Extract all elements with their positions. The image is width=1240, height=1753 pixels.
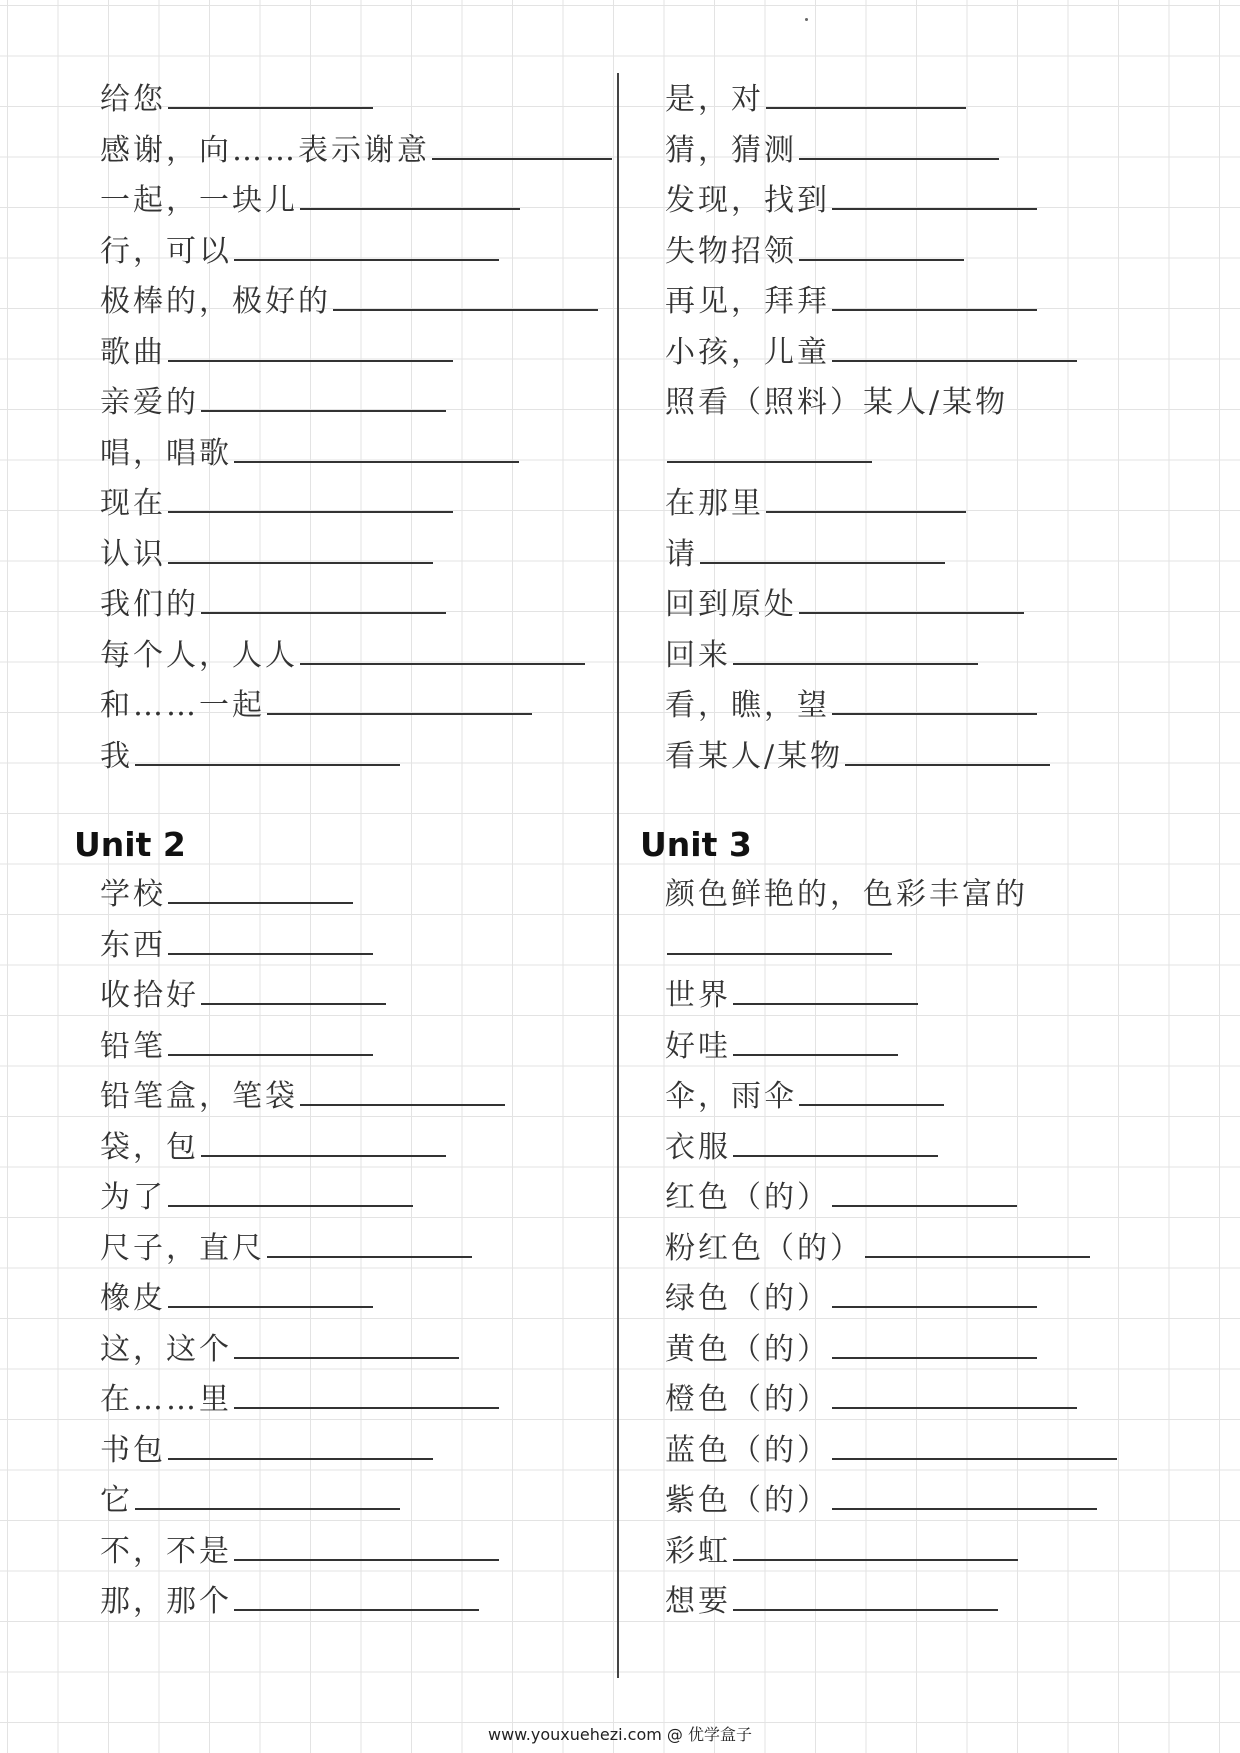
answer-blank[interactable] (201, 1137, 446, 1157)
vocab-item (665, 636, 978, 676)
vocab-item (665, 875, 1028, 915)
vocab-item (100, 1128, 446, 1168)
vocab-word: 照看（照料）某人/某物 (665, 385, 1009, 420)
vocab-item (100, 976, 386, 1016)
vocab-item (665, 1481, 1097, 1521)
answer-blank[interactable] (135, 1490, 400, 1510)
footer-watermark: www.youxuehezi.com @ 优学盒子 (488, 1725, 752, 1744)
vocab-word: 世界 (665, 978, 731, 1013)
answer-blank[interactable] (832, 1389, 1077, 1409)
vocab-word: 我们的 (100, 587, 199, 622)
vocab-item (100, 1481, 400, 1521)
vocab-item (100, 1380, 499, 1420)
vocab-item (100, 484, 453, 524)
vocab-word: 猜，猜测 (665, 132, 797, 168)
answer-blank[interactable] (733, 985, 918, 1005)
vocab-item (100, 1582, 479, 1622)
vocab-item (100, 434, 519, 474)
vocab-word: 每个人，人人 (100, 637, 298, 673)
vocab-word: 铅笔 (100, 1028, 166, 1064)
answer-blank[interactable] (832, 190, 1037, 210)
vocab-item (665, 131, 999, 171)
vocab-word: 给您 (100, 82, 166, 117)
vocab-item (665, 1582, 998, 1622)
vocab-word: 书包 (100, 1432, 166, 1468)
vocab-word: 再见，拜拜 (665, 284, 830, 319)
vocab-item (100, 1279, 373, 1319)
answer-blank[interactable] (300, 1086, 505, 1106)
answer-blank[interactable] (832, 1440, 1117, 1460)
vocab-item (100, 636, 585, 676)
vocab-word: 行，可以 (100, 233, 232, 269)
vocab-item (100, 1027, 373, 1067)
vocab-word: 不，不是 (100, 1533, 232, 1569)
vocab-item (665, 1532, 1018, 1572)
vocab-word: 发现，找到 (665, 183, 830, 218)
vocab-word: 东西 (100, 927, 166, 963)
answer-blank[interactable] (168, 1440, 433, 1460)
answer-blank[interactable] (432, 140, 612, 160)
vocab-word: 感谢，向……表示谢意 (100, 132, 430, 168)
vocab-item (665, 484, 966, 524)
answer-blank[interactable] (168, 89, 373, 109)
vocab-word: 橡皮 (100, 1281, 166, 1316)
vocab-word: 一起，一块儿 (100, 183, 298, 218)
answer-blank[interactable] (234, 1591, 479, 1611)
vocab-word: 请 (665, 536, 698, 572)
vocab-item (665, 1027, 898, 1067)
answer-blank[interactable] (799, 594, 1024, 614)
vocab-item (665, 1431, 1117, 1471)
vocab-word: 收拾好 (100, 978, 199, 1013)
vocab-word: 紫色（的） (665, 1483, 830, 1518)
vocab-item (100, 1532, 499, 1572)
answer-blank[interactable] (267, 695, 532, 715)
vocab-word: 回来 (665, 637, 731, 673)
vocab-item (665, 585, 1024, 625)
vocab-item (665, 1178, 1017, 1218)
answer-blank[interactable] (733, 645, 978, 665)
vocab-word: 现在 (100, 486, 166, 521)
vocab-item (665, 181, 1037, 221)
vocab-word: 绿色（的） (665, 1281, 830, 1316)
answer-blank[interactable] (799, 1086, 944, 1106)
vocab-item (665, 1380, 1077, 1420)
vocab-word: 是，对 (665, 82, 764, 117)
vocab-item (100, 1178, 413, 1218)
answer-blank[interactable] (234, 1339, 459, 1359)
answer-blank[interactable] (832, 1339, 1037, 1359)
vocab-item (100, 1229, 472, 1269)
answer-blank[interactable] (832, 291, 1037, 311)
vocab-item (665, 282, 1037, 322)
vocab-word: 铅笔盒，笔袋 (100, 1079, 298, 1114)
vocab-item (665, 333, 1077, 373)
vocab-word: 为了 (100, 1180, 166, 1215)
vocab-item (665, 976, 918, 1016)
vocab-word: 黄色（的） (665, 1331, 830, 1367)
answer-blank[interactable] (667, 443, 872, 463)
answer-blank[interactable] (799, 140, 999, 160)
answer-blank[interactable] (168, 1187, 413, 1207)
answer-blank[interactable] (168, 1288, 373, 1308)
vocab-item (100, 875, 353, 915)
answer-blank[interactable] (333, 291, 598, 311)
vocab-item (100, 282, 598, 322)
answer-blank[interactable] (832, 342, 1077, 362)
answer-blank[interactable] (667, 935, 892, 955)
vocab-word: 想要 (665, 1584, 731, 1619)
vocab-word: 尺子，直尺 (100, 1230, 265, 1266)
answer-blank[interactable] (234, 1389, 499, 1409)
answer-blank[interactable] (733, 1137, 938, 1157)
vocab-item (665, 434, 872, 474)
answer-blank[interactable] (168, 342, 453, 362)
vocab-word: 橙色（的） (665, 1382, 830, 1417)
answer-blank[interactable] (168, 884, 353, 904)
vocab-word: 红色（的） (665, 1180, 830, 1215)
unit-3-heading: Unit 3 (640, 825, 752, 864)
vocab-word: 在那里 (665, 486, 764, 521)
answer-blank[interactable] (845, 746, 1050, 766)
vocab-word: 回到原处 (665, 587, 797, 622)
vocab-item (100, 926, 373, 966)
vocab-word: 极棒的，极好的 (100, 284, 331, 319)
answer-blank[interactable] (300, 645, 585, 665)
vocab-item (665, 1279, 1037, 1319)
vocab-word: 失物招领 (665, 233, 797, 269)
vocab-word: 歌曲 (100, 334, 166, 370)
vocab-item (100, 585, 446, 625)
answer-blank[interactable] (267, 1238, 472, 1258)
vocab-item (100, 232, 499, 272)
vocab-item (100, 1431, 433, 1471)
vocab-word: 彩虹 (665, 1533, 731, 1569)
vocab-word: 和……一起 (100, 688, 265, 723)
vocab-item (665, 926, 892, 966)
answer-blank[interactable] (201, 594, 446, 614)
column-divider (617, 73, 619, 1678)
vocab-word: 它 (100, 1483, 133, 1518)
answer-blank[interactable] (766, 493, 966, 513)
vocab-item (665, 1077, 944, 1117)
speck-mark (805, 18, 808, 21)
vocab-item (100, 383, 446, 423)
vocab-item (100, 1077, 505, 1117)
vocab-word: 袋，包 (100, 1129, 199, 1165)
answer-blank[interactable] (168, 544, 433, 564)
answer-blank[interactable] (766, 89, 966, 109)
vocab-item (665, 737, 1050, 777)
vocab-item (100, 333, 453, 373)
answer-blank[interactable] (201, 985, 386, 1005)
vocab-word: 唱，唱歌 (100, 435, 232, 471)
answer-blank[interactable] (733, 1541, 1018, 1561)
vocab-item (100, 181, 520, 221)
vocab-item (665, 535, 945, 575)
vocab-item (100, 1330, 459, 1370)
vocab-word: 亲爱的 (100, 385, 199, 420)
vocab-word: 看，瞧，望 (665, 688, 830, 723)
vocab-item (100, 131, 612, 171)
answer-blank[interactable] (733, 1591, 998, 1611)
vocab-item (100, 686, 532, 726)
vocab-item (665, 1229, 1090, 1269)
answer-blank[interactable] (234, 1541, 499, 1561)
vocab-item (665, 1330, 1037, 1370)
vocab-word: 这，这个 (100, 1331, 232, 1367)
vocab-word: 蓝色（的） (665, 1432, 830, 1468)
answer-blank[interactable] (168, 935, 373, 955)
vocab-word: 认识 (100, 536, 166, 572)
answer-blank[interactable] (799, 241, 964, 261)
answer-blank[interactable] (201, 392, 446, 412)
answer-blank[interactable] (832, 1288, 1037, 1308)
answer-blank[interactable] (168, 493, 453, 513)
answer-blank[interactable] (700, 544, 945, 564)
vocab-item (665, 686, 1037, 726)
vocab-word: 颜色鲜艳的，色彩丰富的 (665, 877, 1028, 912)
answer-blank[interactable] (135, 746, 400, 766)
vocab-word: 好哇 (665, 1028, 731, 1064)
vocab-word: 在……里 (100, 1382, 232, 1417)
answer-blank[interactable] (234, 443, 519, 463)
vocab-word: 小孩，儿童 (665, 334, 830, 370)
answer-blank[interactable] (168, 1036, 373, 1056)
vocab-word: 学校 (100, 877, 166, 912)
vocab-item (665, 232, 964, 272)
unit-2-heading: Unit 2 (74, 825, 186, 864)
vocab-item (665, 80, 966, 120)
answer-blank[interactable] (300, 190, 520, 210)
answer-blank[interactable] (832, 695, 1037, 715)
vocab-word: 伞，雨伞 (665, 1079, 797, 1114)
vocab-word: 我 (100, 738, 133, 774)
vocab-item (100, 80, 373, 120)
answer-blank[interactable] (234, 241, 499, 261)
vocab-word: 粉红色（的） (665, 1230, 863, 1266)
vocab-item (665, 1128, 938, 1168)
answer-blank[interactable] (865, 1238, 1090, 1258)
answer-blank[interactable] (733, 1036, 898, 1056)
vocab-item (665, 383, 1008, 423)
answer-blank[interactable] (832, 1187, 1017, 1207)
vocab-item (100, 535, 433, 575)
answer-blank[interactable] (832, 1490, 1097, 1510)
vocab-item (100, 737, 400, 777)
vocab-word: 那，那个 (100, 1584, 232, 1619)
vocab-word: 衣服 (665, 1129, 731, 1165)
vocab-word: 看某人/某物 (665, 738, 844, 774)
